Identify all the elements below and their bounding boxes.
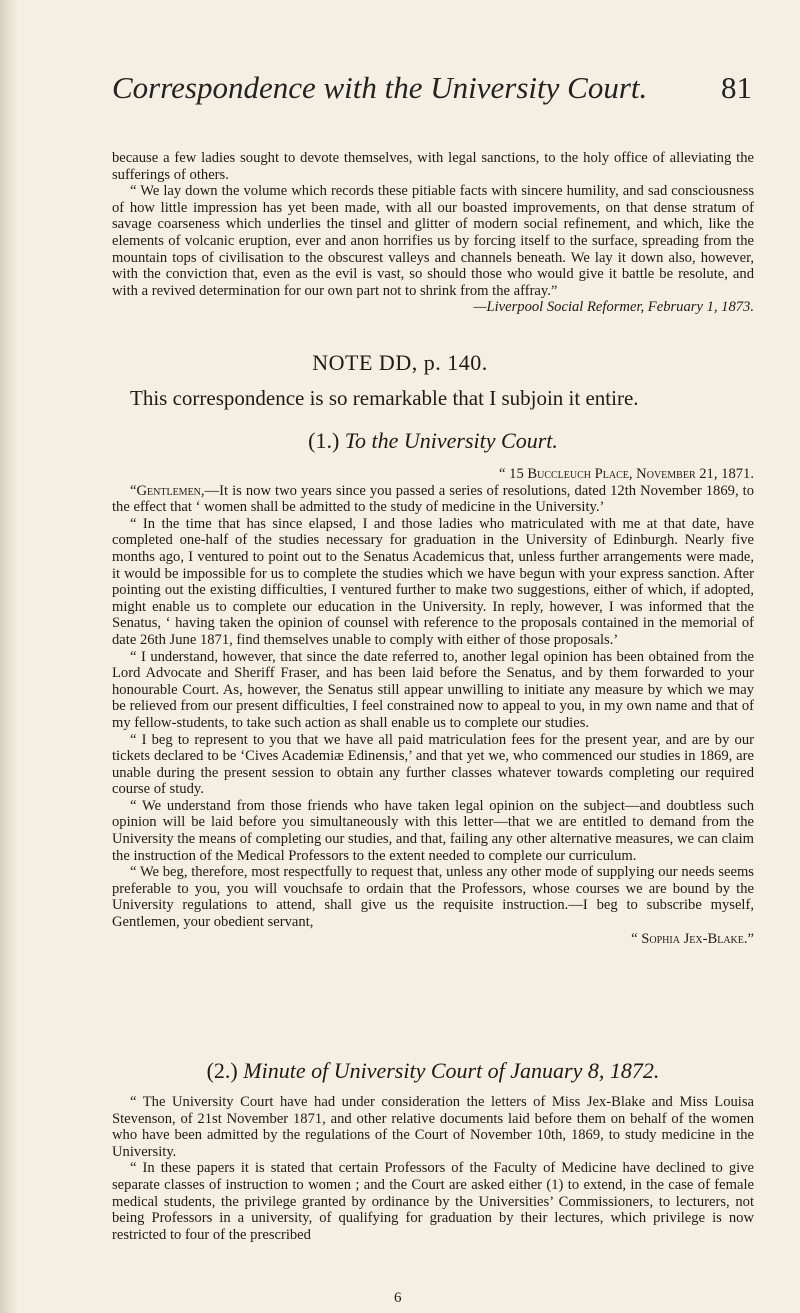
letter-paragraph-6: “ We beg, therefore, most respectfully to request that, unless any other mode of supplying our needs seems preferable to you, you will vouchsafe to ordain that the Professors, whose courses we are bound by the University regulations to attend, shall give us the requisite instruction.—I beg to subscribe myself, Gentlemen, your obedient servant, <box>112 864 754 931</box>
letter-paragraph-1 <box>112 483 754 516</box>
letter-paragraph-3: “ I understand, however, that since the date referred to, another legal opinion has been obtained from the Lord Advocate and Sheriff Fraser, and has been laid before the Senatus, and by them forwarded to your honourable Court. As, however, the Senatus still appear unwilling to initiate any measure by which we may be relieved from our present difficulties, I feel constrained now to appeal to you, in my own name and that of my fellow-students, to take such action as shall enable us to complete our studies. <box>112 648 754 731</box>
letter-paragraph-5: “ We understand from those friends who have taken legal opinion on the subject—and doubtless such opinion will be laid before you simultaneously with this letter—that we are entitled to demand from the University the means of completing our studies, and that, failing any other alternative measures, we can claim the instruction of the Medical Professors to the extent needed to complete our curriculum. <box>112 797 754 864</box>
running-head <box>112 70 752 106</box>
minute-paragraph-1: “ The University Court have had under consideration the letters of Miss Jex-Blake and Miss Louisa Stevenson, of 21st November 1871, and other relative documents laid before them on behalf of the women who have been admitted by the regulations of the Court of November 10th, 1869, to study medicine in the University. <box>112 1094 754 1160</box>
letter-signature: “ Sophia Jex-Blake.” <box>631 930 754 947</box>
opening-paragraph-2: “ We lay down the volume which records these pitiable facts with sincere humility, and sad consciousness of how little impression has yet been made, with all our boasted improvements, on that dense stratum of savage coarseness which underlies the tinsel and glitter of modern social refinement, and which, like the elements of volcanic eruption, ever and anon horrifies us by forcing itself to the surface, spreading from the mountain tops of civilisation to the obscurest valleys and channels beneath. We lay it down also, however, with the conviction that, even as the evil is vast, so should those who would give it battle be resolute, and with a revived determination for our own part not to shrink from the affray.” <box>112 183 754 299</box>
binding-shadow <box>0 0 18 1313</box>
section-1-letter <box>112 466 754 947</box>
note-intro: This correspondence is so remarkable that I subjoin it entire. <box>130 386 639 410</box>
section-2-number: (2.) <box>206 1058 238 1083</box>
page-number: 81 <box>721 70 752 105</box>
section-2-heading <box>112 1058 754 1084</box>
signature-mark: 6 <box>394 1290 402 1306</box>
note-heading: NOTE DD, p. 140. <box>312 350 488 375</box>
opening-paragraph-1: because a few ladies sought to devote themselves, with legal sanctions, to the holy office of alleviating the sufferings of others. <box>112 150 754 183</box>
section-2-minute <box>112 1094 754 1243</box>
letter-salutation: “Gentlemen, <box>130 482 205 499</box>
section-1-number: (1.) <box>308 428 340 453</box>
running-head-title: Correspondence with the University Court. <box>112 70 648 105</box>
letter-paragraph-4: “ I beg to represent to you that we have all paid matriculation fees for the present year, and are by our tickets declared to be ‘Cives Academiæ Edinensis,’ and that yet we, who commenced our studies in 1869, are unable during the present session to obtain any further classes whatever towards completing our required course of study. <box>112 731 754 798</box>
section-1-heading <box>112 428 754 454</box>
letter-address: “ 15 Buccleuch Place, November 21, 1871. <box>499 466 754 482</box>
letter-paragraph-1-text: —It is now two years since you passed a series of resolutions, dated 12th November 1869, to the effect that ‘ women shall be admitted to the study of medicine in the University.’ <box>112 482 754 516</box>
opening-source: —Liverpool Social Reformer, February 1, 1873. <box>473 299 754 316</box>
opening-quotation <box>112 150 754 316</box>
letter-paragraph-2: “ In the time that has since elapsed, I and those ladies who matriculated with me at that date, have completed one-half of the studies necessary for graduation in the University of Edinburgh. Nearly five months ago, I ventured to point out to the Senatus Academicus that, unless further arrangements were made, it would be impossible for us to complete the studies which we have begun with your express sanction. After pointing out the existing difficulties, I ventured further to make two suggestions, either of which, if adopted, might enable us to complete our education in the University. In reply, however, I was informed that the Senatus, ‘ having taken the opinion of counsel with reference to the proposals contained in the memorial of date 26th June 1871, find themselves unable to comply with either of those proposals.’ <box>112 515 754 648</box>
minute-paragraph-2: “ In these papers it is stated that certain Professors of the Faculty of Medicine have declined to give separate classes of instruction to women ; and the Court are asked either (1) to extend, in the case of female medical students, the privilege granted by ordinance by the Universities’ Commissioners, to lecturers, not being Professors in a university, of qualifying for graduation by their lectures, which privilege is now restricted to four of the prescribed <box>112 1160 754 1243</box>
section-2-title: Minute of University Court of January 8, 1872. <box>243 1058 660 1083</box>
section-1-title: To the University Court. <box>344 428 558 453</box>
